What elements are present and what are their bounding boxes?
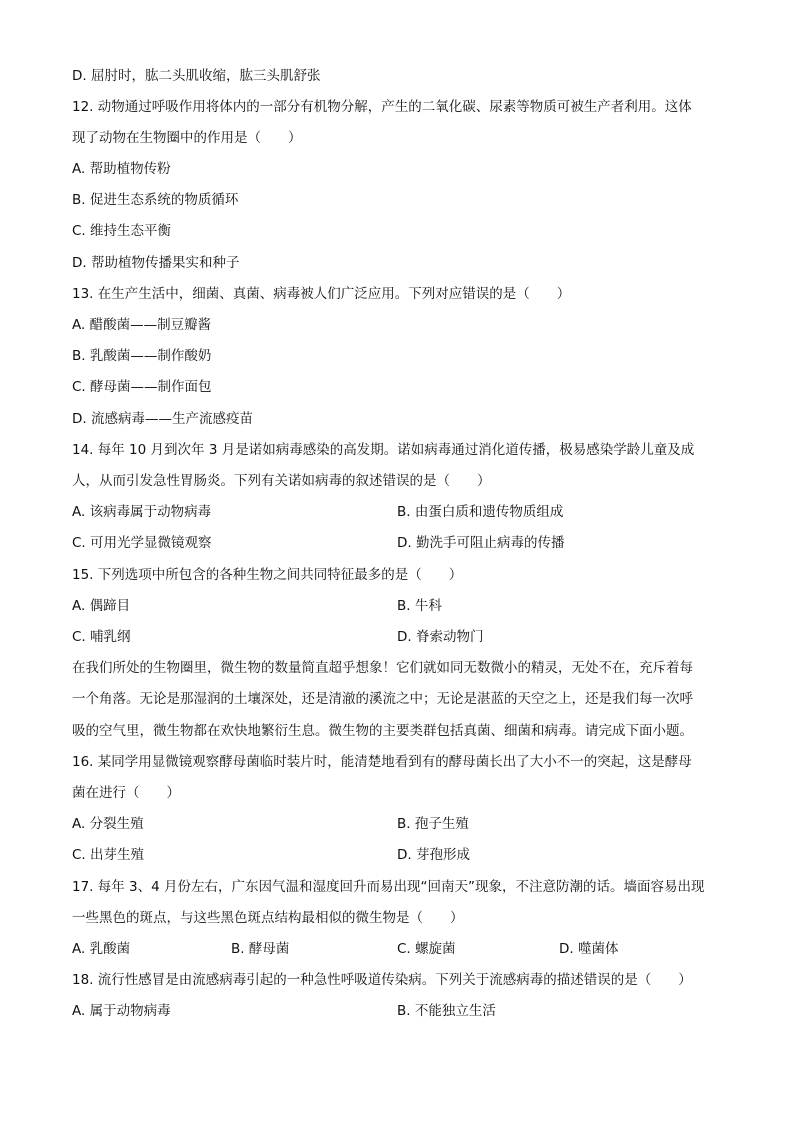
q14-stem-line-2: 人，从而引发急性胃肠炎。下列有关诺如病毒的叙述错误的是（ ） (72, 473, 491, 489)
q17-option-c: C. 螺旋菌 (397, 941, 456, 957)
q15-option-d: D. 脊索动物门 (397, 629, 484, 645)
q14-stem-line-1: 14. 每年 10 月到次年 3 月是诺如病毒感染的高发期。诺如病毒通过消化道传播，极易感染学龄儿童及成 (72, 442, 695, 458)
q15-option-c: C. 哺乳纲 (72, 629, 131, 645)
passage-line-3: 吸的空气里，微生物都在欢快地繁衍生息。微生物的主要类群包括真菌、细菌和病毒。请完成下面小题。 (72, 723, 693, 739)
q12-option-b: B. 促进生态系统的物质循环 (72, 192, 239, 208)
q13-option-c: C. 酵母菌——制作面包 (72, 379, 212, 395)
q16-option-c: C. 出芽生殖 (72, 847, 145, 863)
q17-option-d: D. 噬菌体 (559, 941, 619, 957)
q16-stem-line-2: 菌在进行（ ） (72, 785, 180, 801)
q12-option-c: C. 维持生态平衡 (72, 223, 172, 239)
q12-stem-line-2: 现了动物在生物圈中的作用是（ ） (72, 130, 302, 146)
q18-stem: 18. 流行性感冒是由流感病毒引起的一种急性呼吸道传染病。下列关于流感病毒的描述错误的是（ ） (72, 972, 692, 988)
q12-stem-line-1: 12. 动物通过呼吸作用将体内的一部分有机物分解，产生的二氧化碳、尿素等物质可被生产者利用。这体 (72, 99, 692, 115)
q14-option-c: C. 可用光学显微镜观察 (72, 535, 212, 551)
q11-option-d: D. 屈肘时，肱二头肌收缩，肱三头肌舒张 (72, 68, 321, 84)
q14-option-d: D. 勤洗手可阻止病毒的传播 (397, 535, 565, 551)
q17-stem-line-2: 一些黑色的斑点，与这些黑色斑点结构最相似的微生物是（ ） (72, 910, 464, 926)
q12-option-d: D. 帮助植物传播果实和种子 (72, 255, 240, 271)
q18-option-a: A. 属于动物病毒 (72, 1003, 171, 1019)
passage-line-2: 一个角落。无论是那湿润的土壤深处，还是清澈的溪流之中；无论是湛蓝的天空之上，还是我们每一次呼 (72, 691, 693, 707)
q17-stem-line-1: 17. 每年 3、4 月份左右，广东因气温和湿度回升而易出现“回南天”现象，不注意防潮的话。墙面容易出现 (72, 879, 705, 895)
q16-option-a: A. 分裂生殖 (72, 816, 144, 832)
q16-option-b: B. 孢子生殖 (397, 816, 469, 832)
q16-option-d: D. 芽孢形成 (397, 847, 470, 863)
q14-option-b: B. 由蛋白质和遗传物质组成 (397, 504, 564, 520)
q15-stem: 15. 下列选项中所包含的各种生物之间共同特征最多的是（ ） (72, 567, 463, 583)
q17-option-b: B. 酵母菌 (231, 941, 290, 957)
q17-option-a: A. 乳酸菌 (72, 941, 131, 957)
q16-stem-line-1: 16. 某同学用显微镜观察酵母菌临时装片时，能清楚地看到有的酵母菌长出了大小不一的突起，这是酵母 (72, 754, 692, 770)
q13-option-d: D. 流感病毒——生产流感疫苗 (72, 411, 253, 427)
q15-option-b: B. 牛科 (397, 598, 442, 614)
q18-option-b: B. 不能独立生活 (397, 1003, 496, 1019)
q15-option-a: A. 偶蹄目 (72, 598, 131, 614)
q12-option-a: A. 帮助植物传粉 (72, 161, 171, 177)
q14-option-a: A. 该病毒属于动物病毒 (72, 504, 212, 520)
q13-option-a: A. 醋酸菌——制豆瓣酱 (72, 317, 212, 333)
q13-option-b: B. 乳酸菌——制作酸奶 (72, 348, 212, 364)
passage-line-1: 在我们所处的生物圈里，微生物的数量简直超乎想象！它们就如同无数微小的精灵，无处不在，充斥着每 (72, 660, 693, 676)
q13-stem: 13. 在生产生活中，细菌、真菌、病毒被人们广泛应用。下列对应错误的是（ ） (72, 286, 571, 302)
